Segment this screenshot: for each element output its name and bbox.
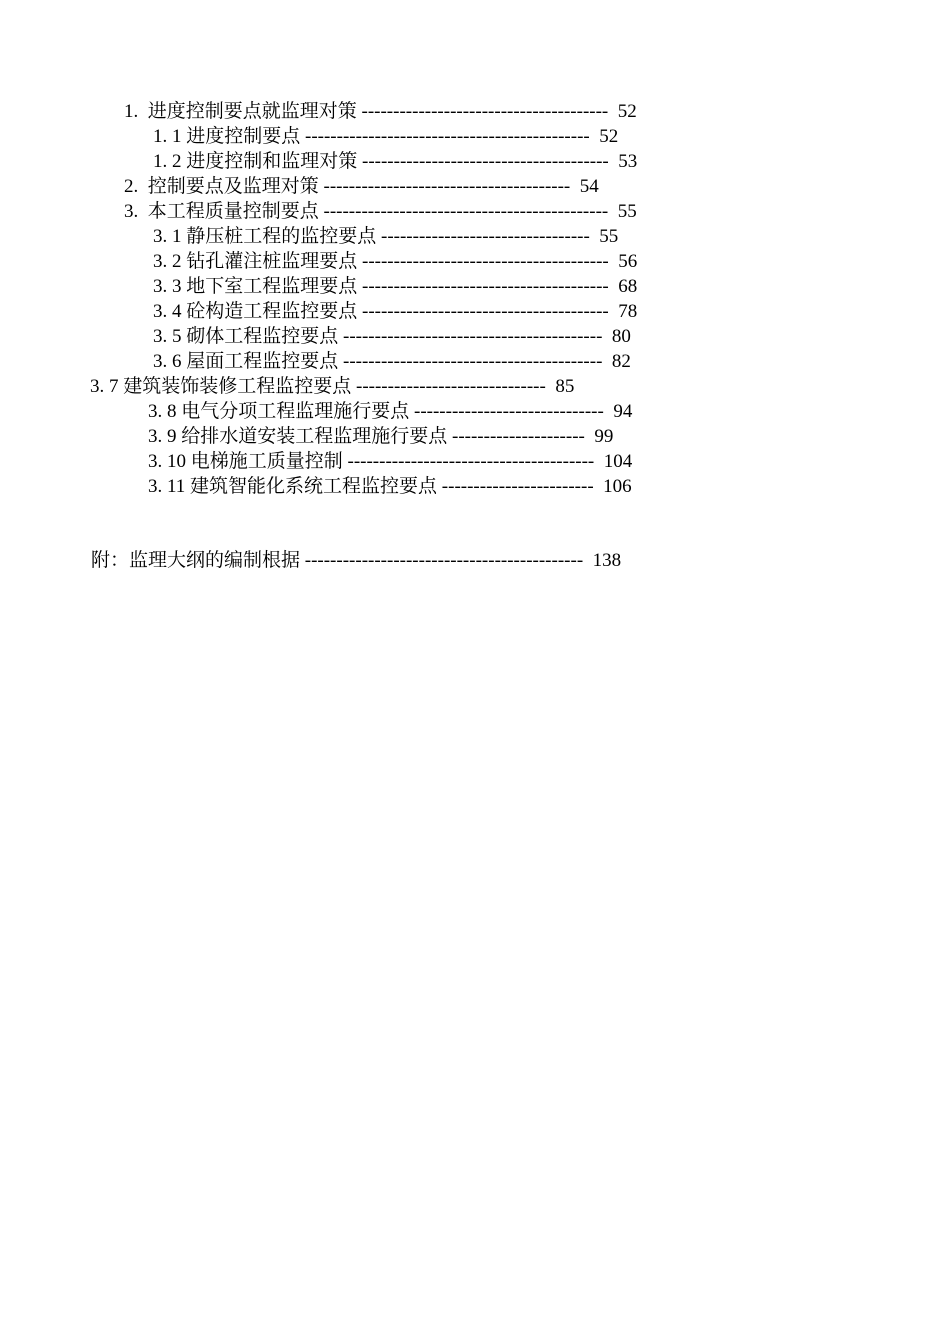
toc-entry-3-10: 3. 10 电梯施工质量控制 --------------------------------------- 104 bbox=[148, 451, 633, 472]
toc-entry-3-11: 3. 11 建筑智能化系统工程监控要点 ------------------------ 106 bbox=[148, 476, 632, 497]
toc-entry-1-2: 1. 2 进度控制和监理对策 --------------------------------------- 53 bbox=[153, 151, 638, 172]
toc-entry-3-6: 3. 6 屋面工程监控要点 ----------------------------------------- 82 bbox=[153, 351, 631, 372]
toc-entry-2: 2. 控制要点及监理对策 --------------------------------------- 54 bbox=[124, 176, 599, 197]
toc-entry-3-5: 3. 5 砌体工程监控要点 ----------------------------------------- 80 bbox=[153, 326, 631, 347]
toc-entry-3-8: 3. 8 电气分项工程监理施行要点 ------------------------------ 94 bbox=[148, 401, 633, 422]
toc-entry-3-9: 3. 9 给排水道安装工程监理施行要点 --------------------- 99 bbox=[148, 426, 614, 447]
toc-entry-3-7: 3. 7 建筑装饰装修工程监控要点 ------------------------------ 85 bbox=[90, 376, 575, 397]
toc-entry-3-4: 3. 4 砼构造工程监控要点 --------------------------------------- 78 bbox=[153, 301, 638, 322]
toc-appendix: 附：监理大纲的编制根据 -------------------------------------------- 138 bbox=[91, 550, 622, 571]
toc-entry-1-1: 1. 1 进度控制要点 --------------------------------------------- 52 bbox=[153, 126, 619, 147]
toc-entry-3-3: 3. 3 地下室工程监理要点 --------------------------------------- 68 bbox=[153, 276, 638, 297]
toc-entry-3-1: 3. 1 静压桩工程的监控要点 --------------------------------- 55 bbox=[153, 226, 619, 247]
toc-entry-1: 1. 进度控制要点就监理对策 --------------------------------------- 52 bbox=[124, 101, 637, 122]
toc-entry-3-2: 3. 2 钻孔灌注桩监理要点 --------------------------------------- 56 bbox=[153, 251, 638, 272]
toc-entry-3: 3. 本工程质量控制要点 --------------------------------------------- 55 bbox=[124, 201, 637, 222]
